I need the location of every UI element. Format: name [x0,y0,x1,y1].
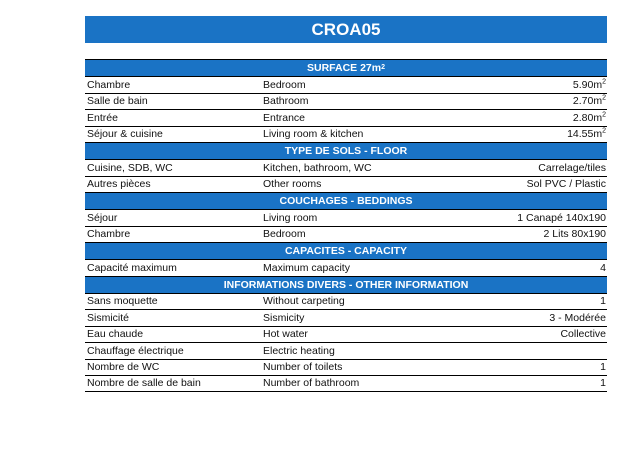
row-value: 1 [600,377,606,390]
row-value: 1 [600,295,606,308]
row-value: Collective [560,328,606,341]
label-fr: Eau chaude [87,328,144,341]
section-header-beddings [85,192,607,209]
label-fr: Autres pièces [87,178,151,191]
label-en: Without carpeting [263,295,345,308]
label-fr: Entrée [87,111,118,124]
superscript: 2 [602,94,606,102]
table-row [85,309,607,326]
superscript: 2 [602,78,606,86]
label-en: Bedroom [263,228,306,241]
row-value [463,95,607,107]
label-fr: Chambre [87,78,131,91]
table-row [85,226,607,243]
row-value: Sol PVC / Plastic [526,178,606,191]
section-header-text: TYPE DE SOLS - FLOOR [284,145,408,157]
label-en: Bathroom [263,95,309,108]
section-header-text: SURFACE 27m [306,62,382,74]
label-fr: Chambre [87,228,131,241]
row-value: Carrelage/tiles [538,161,606,174]
label-fr: Capacité maximum [87,261,177,274]
value-text: 14.55m [567,128,603,141]
table-row [85,76,607,93]
superscript: 2 [602,111,606,119]
label-fr: Sismicité [87,311,130,324]
section-header-floor [85,142,607,159]
table-row [85,176,607,193]
label-en: Bedroom [263,78,306,91]
label-en: Number of bathroom [263,377,360,390]
table-row [85,359,607,376]
label-fr: Salle de bain [87,95,148,108]
label-en: Maximum capacity [263,261,350,274]
label-en: Kitchen, bathroom, WC [263,161,372,174]
label-en: Electric heating [263,344,335,357]
superscript: 2 [602,127,606,135]
row-value: 4 [600,261,606,274]
label-en: Other rooms [263,178,322,191]
row-value [463,79,607,91]
page-title [85,16,607,43]
table-row [85,375,607,392]
label-fr: Chauffage électrique [87,344,184,357]
label-en: Living room [263,211,318,224]
label-en: Entrance [263,111,306,124]
label-en: Hot water [263,328,308,341]
section-header-text: CAPACITES - CAPACITY [284,245,408,257]
label-fr: Séjour [87,211,118,224]
table-row [85,109,607,126]
row-value: 3 - Modérée [549,311,606,324]
section-header-capacity [85,242,607,259]
label-en: Living room & kitchen [263,128,364,141]
page-title-text: CROA05 [311,19,381,39]
label-fr: Séjour & cuisine [87,128,163,141]
label-fr: Nombre de WC [87,361,160,374]
table-row [85,159,607,176]
row-value: 1 [600,361,606,374]
label-en: Sismicity [263,311,305,324]
section-header-surface: SURFACE 27m 2 [85,59,607,76]
row-value: 1 Canapé 140x190 [517,211,606,224]
label-en: Number of toilets [263,361,343,374]
table-row [85,259,607,276]
section-header-other-information [85,276,607,293]
table-row [85,293,607,310]
row-value [463,128,607,140]
row-value: 2 Lits 80x190 [543,228,606,241]
row-value [463,112,607,124]
info-table [85,59,607,392]
label-fr: Sans moquette [87,295,158,308]
table-row [85,209,607,226]
label-fr: Cuisine, SDB, WC [87,161,173,174]
table-row [85,326,607,343]
value-text: 2.80m [572,111,603,124]
table-row [85,126,607,143]
value-text: 5.90m [572,78,603,91]
section-header-text: INFORMATIONS DIVERS - OTHER INFORMATION [223,278,469,291]
section-header-text: COUCHAGES - BEDDINGS [279,195,413,207]
label-fr: Nombre de salle de bain [87,377,201,390]
table-row [85,342,607,359]
value-text: 2.70m [572,95,603,108]
table-row [85,93,607,110]
